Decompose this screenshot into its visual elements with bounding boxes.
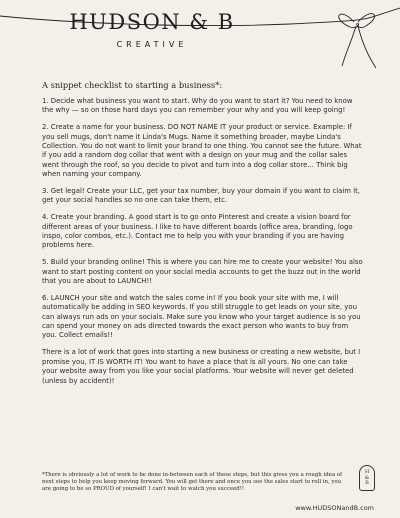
paragraph-step-1: 1. Decide what business you want to start. Why do you want to start it? You need to know the why — so on those hard days you can remember your why and you will keep going! bbox=[42, 97, 353, 115]
paragraph-step-3: 3. Get legal! Create your LLC, get your tax number, buy your domain if you want to claim it, get your social handles so no one can take them, etc. bbox=[42, 187, 360, 205]
checklist-body bbox=[42, 97, 364, 393]
website-link[interactable]: www.HUDSONandB.com bbox=[295, 504, 374, 512]
paragraph-step-5: 5. Build your branding online! This is where you can hire me to create your website! You also want to start posting content on your social media accounts to get the buzz out in the world that you are about to LAUNCH!! bbox=[42, 258, 363, 286]
paragraph-step-6: 6. LAUNCH your site and watch the sales come in! If you book your site with me, I will automatically be adding in SEO keywords. If you still struggle to get leads on your site, you can always run ads on your socials. Make sure you know who your target audience is so you can spend your money on ads directed towards the exact person who wants to buy from you. Collect emails!! bbox=[42, 293, 361, 340]
monogram-bottom: B bbox=[365, 480, 369, 486]
brand-tagline: CREATIVE bbox=[116, 40, 188, 49]
paragraph-step-4: 4. Create your branding. A good start is to go onto Pinterest and create a vision board for different areas of your business. I like to have different boards (office area, branding, logo inspo, color combos, etc.). Contact me to help you with your branding if you are having problems here. bbox=[42, 213, 353, 250]
monogram-logo bbox=[359, 465, 375, 491]
paragraph-step-2: 2. Create a name for your business. DO NOT NAME IT your product or service. Example: If you sell mugs, don't name it Linda's Mugs. Name it something broader, maybe Linda's Collection. You do not want to limit your brand to one thing. You cannot see the future. What if you add a random dog collar that went with a design on your mug and the collar sales went through the roof, so you decide to pivot and turn into a dog collar store... Think big when naming your company. bbox=[42, 123, 362, 179]
monogram-middle: & bbox=[364, 474, 370, 481]
brand-name: HUDSON & B bbox=[69, 10, 235, 34]
footnote: *There is obviously a lot of work to be done in-between each of these steps, but this gives you a rough idea of next steps to help you keep moving forward. You will get there and once you see the sales start to roll in, you are going to be so PROUD of yourself! I can't wait to watch you succeed!! bbox=[42, 472, 343, 492]
monogram-top: H bbox=[364, 469, 370, 475]
checklist-heading: A snippet checklist to starting a business*: bbox=[42, 80, 223, 90]
paragraph-closing: There is a lot of work that goes into starting a new business or creating a new website, but I promise you, IT IS WORTH IT! You want to have a place that is all yours. No one can take your website away from you like your social platforms. Your website will never get deleted (unless by accident)! bbox=[42, 348, 361, 385]
